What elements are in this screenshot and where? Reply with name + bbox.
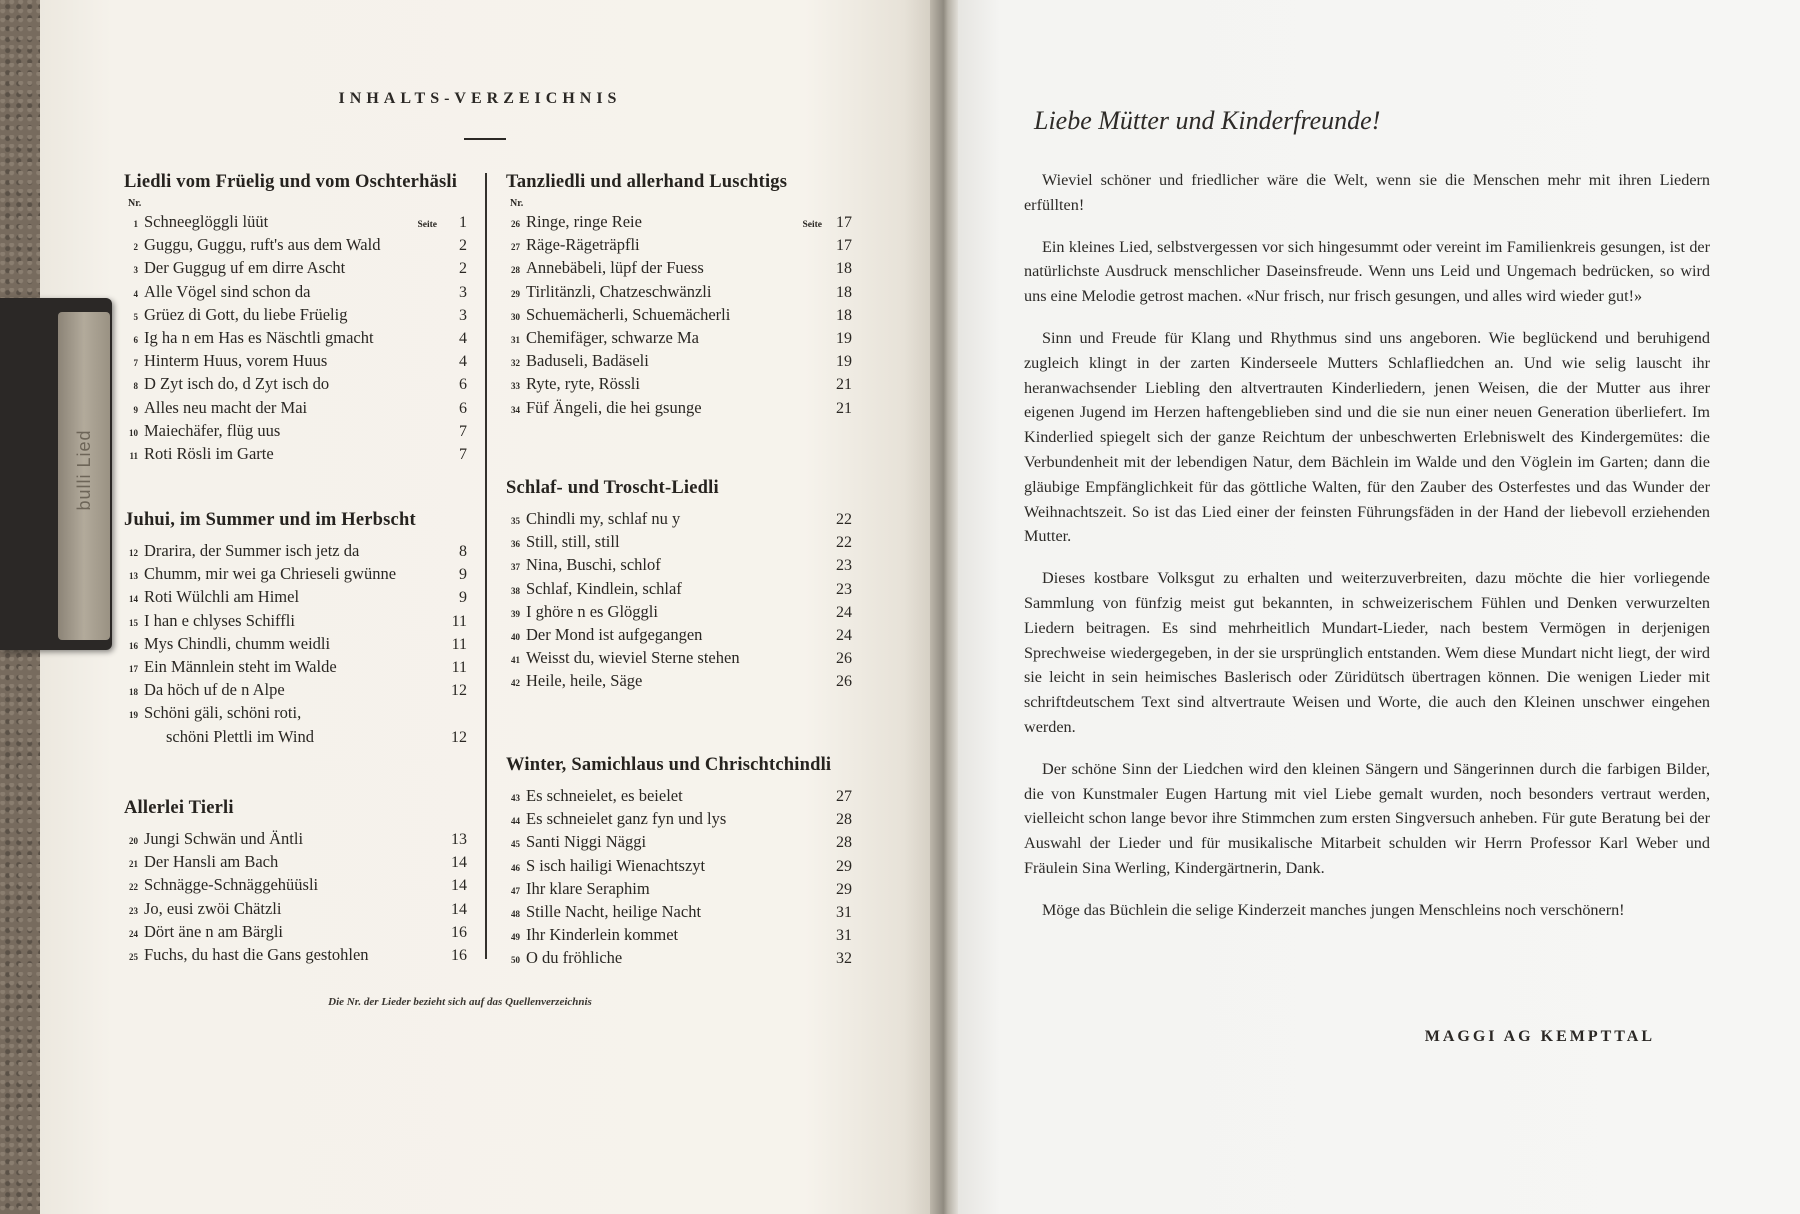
toc-entry[interactable] — [506, 555, 852, 578]
song-title: S isch hailigi Wienachtszyt — [526, 855, 706, 875]
toc-section-title: Juhui, im Summer und im Herbscht — [124, 510, 416, 530]
song-title: Ryte, ryte, Rössli — [526, 374, 640, 394]
page-number: 2 — [459, 260, 467, 278]
toc-section — [124, 510, 467, 750]
song-title: Schlaf, Kindlein, schlaf — [526, 578, 682, 598]
song-number: 44 — [511, 816, 520, 827]
toc-entry[interactable] — [506, 832, 852, 855]
page-number: 29 — [836, 857, 852, 875]
toc-entry[interactable] — [124, 541, 467, 564]
song-title: I han e chlyses Schiffli — [144, 610, 295, 630]
toc-entry[interactable] — [124, 611, 467, 634]
page-number: 3 — [459, 283, 467, 301]
song-title: Grüez di Gott, du liebe Früelig — [144, 304, 348, 324]
song-title: Alles neu macht der Mai — [144, 397, 308, 417]
page-number: 6 — [459, 376, 467, 394]
song-number: 35 — [511, 516, 520, 526]
song-number: 7 — [133, 358, 138, 369]
song-number: 11 — [129, 450, 138, 461]
song-number: 3 — [133, 265, 138, 276]
page-number: 9 — [459, 566, 467, 584]
toc-entry[interactable] — [124, 328, 467, 351]
song-title: Füf Ängeli, die hei gsunge — [526, 397, 702, 417]
toc-entry[interactable] — [124, 852, 467, 875]
song-number: 2 — [133, 242, 138, 253]
song-title: Ig ha n em Has es Näschtli gmacht — [144, 327, 374, 347]
page-number: 26 — [836, 673, 852, 691]
song-number: 47 — [511, 885, 520, 896]
page-number: 1 — [459, 214, 467, 231]
toc-entry[interactable] — [506, 212, 852, 235]
letter-greeting: Liebe Mütter und Kinderfreunde! — [1034, 106, 1381, 135]
song-title: Roti Wülchli am Himel — [144, 587, 300, 607]
toc-entry[interactable] — [506, 579, 852, 602]
letter-paragraph: Sinn und Freude für Klang und Rhythmus sind uns angeboren. Wie beglückend und beruhigend zugleich klingt in der zarten Kinderseele Mutters Schlafliedchen an. Und wie selig lauscht ihr heranwachsender Liebling den altvertrauten Kinderliedern, jenen Weisen, die der Mutter aus ihrer eigenen Jugend im Herzen haftengeblieben sind und die sie nun einer neuen Generation überliefert. Im Kinderlied spiegelt sich der ganze Reichtum der unbeschwerten Erlebniswelt des Kindergemütes: die Verbundenheit mit der lebendigen Natur, dem Bächlein im Walde und den Vöglein im Garten; dann die gläubige Empfänglichkeit für das göttliche Walten, für den Zauber des Osterfestes und das Wunder der Weihnachtszeit. So ist das Lied einer der feinsten Führungsfäden in der Hand der liebevoll erziehenden Mutter. — [1024, 328, 1710, 546]
page-number: 21 — [836, 376, 852, 394]
song-number: 1 — [133, 219, 138, 229]
toc-entry[interactable] — [506, 786, 852, 809]
song-number: 38 — [511, 585, 520, 596]
toc-entry[interactable] — [124, 703, 467, 726]
song-number: 48 — [511, 908, 520, 919]
page-number: 19 — [836, 329, 852, 347]
page-number: 7 — [459, 445, 467, 463]
page-number: 22 — [836, 534, 852, 552]
toc-section-title: Winter, Samichlaus und Chrischtchindli — [506, 755, 832, 775]
page-number: 17 — [836, 237, 852, 255]
song-title: Räge-Rägeträpfli — [526, 235, 640, 255]
song-title: Es schneielet ganz fyn und lys — [526, 809, 727, 829]
song-number: 30 — [511, 311, 520, 322]
song-title: Chemifäger, schwarze Ma — [526, 327, 699, 347]
toc-entry[interactable] — [124, 351, 467, 374]
song-number: 41 — [511, 655, 520, 666]
page-number: 18 — [836, 306, 852, 324]
song-title: Alle Vögel sind schon da — [144, 281, 311, 301]
toc-entry[interactable] — [124, 680, 467, 703]
song-title: Santi Niggi Näggi — [526, 832, 647, 852]
toc-entry[interactable] — [506, 925, 852, 948]
toc-section — [124, 172, 467, 467]
song-number: 13 — [129, 571, 138, 582]
song-number: 26 — [511, 219, 520, 229]
letter-signature: MAGGI AG KEMPTTAL — [1424, 1028, 1655, 1045]
page-number: 11 — [451, 635, 467, 653]
toc-entry[interactable] — [506, 328, 852, 351]
page-number: 24 — [836, 603, 852, 621]
toc-entry[interactable] — [124, 235, 467, 258]
page-number: 21 — [836, 399, 852, 417]
page-number: 18 — [836, 283, 852, 301]
toc-entry[interactable] — [506, 351, 852, 374]
toc-entry[interactable] — [506, 856, 852, 879]
page-number: 23 — [836, 557, 852, 575]
song-number: 28 — [511, 265, 520, 276]
toc-entry[interactable] — [124, 444, 467, 467]
page-number: 2 — [459, 237, 467, 255]
toc-section — [124, 798, 467, 968]
page-number: 11 — [451, 612, 467, 630]
toc-entry[interactable] — [506, 902, 852, 925]
toc-entry[interactable] — [506, 532, 852, 555]
letter-paragraph: Dieses kostbare Volksgut zu erhalten und weiterzuverbreiten, dazu möchte die hier vorliegende Sammlung von fünfzig meist gut bekannten, in schweizerischem Fühlen und Denken verwurzelten Liedern beitragen. Es sind mehrheitlich Mundart-Lieder, nach bestem Vermögen in derjenigen Sprechweise wiedergegeben, in der sie ursprünglich entstanden. Wem diese Mundart nicht liegt, der wird sie leicht in sein heimisches Baslerisch oder Züridütsch übertragen können. Die wenigen Lieder mit schriftdeutschem Text sind altvertraute Weisen und Worte, die auch den Kleinen unschwer eingehen werden. — [1024, 569, 1710, 736]
song-title: Nina, Buschi, schlof — [526, 555, 661, 575]
page-number: 31 — [836, 927, 852, 945]
song-number: 8 — [133, 381, 138, 392]
toc-entry[interactable] — [124, 374, 467, 397]
song-number: 19 — [129, 710, 138, 721]
song-title: Tirlitänzli, Chatzeschwänzli — [526, 281, 712, 301]
song-number: 18 — [129, 687, 138, 698]
song-number: 49 — [511, 932, 520, 943]
song-number: 20 — [129, 836, 138, 846]
seite-label: Seite — [802, 220, 822, 230]
toc-entry[interactable] — [124, 922, 467, 945]
song-number: 9 — [133, 404, 138, 415]
book-gutter — [930, 0, 960, 1214]
song-number: 40 — [511, 631, 520, 642]
song-title: Schnägge-Schnäggehüüsli — [144, 875, 319, 895]
song-number: 45 — [511, 839, 520, 850]
toc-entry[interactable] — [124, 258, 467, 281]
song-number: 17 — [129, 663, 138, 674]
toc-section-title: Schlaf- und Troscht-Liedli — [506, 478, 719, 498]
song-title: Guggu, Guggu, ruft's aus dem Wald — [144, 235, 381, 255]
song-number: 25 — [129, 951, 138, 962]
song-title: Roti Rösli im Garte — [144, 443, 274, 463]
toc-entry[interactable] — [506, 374, 852, 397]
page-number: 23 — [836, 580, 852, 598]
page-number: 3 — [459, 306, 467, 324]
song-number: 14 — [129, 594, 138, 605]
page-number: 16 — [451, 923, 467, 941]
song-number: 43 — [511, 793, 520, 803]
toc-entry[interactable] — [124, 829, 467, 852]
toc-entry[interactable] — [124, 282, 467, 305]
page-number: 27 — [836, 788, 852, 805]
letter-paragraph: Möge das Büchlein die selige Kinderzeit manches jungen Menschleins noch verschönern! — [1042, 900, 1625, 919]
page-number: 6 — [459, 399, 467, 417]
page-number: 11 — [451, 658, 467, 676]
page-number: 7 — [459, 422, 467, 440]
song-title: schöni Plettli im Wind — [166, 726, 314, 746]
song-number: 24 — [129, 928, 138, 939]
toc-entry[interactable] — [124, 875, 467, 898]
song-title: Ein Männlein steht im Walde — [144, 656, 337, 676]
song-title: Der Hansli am Bach — [144, 852, 279, 872]
page-number: 12 — [451, 682, 467, 700]
song-number: 34 — [511, 404, 520, 415]
song-title: Da höch uf de n Alpe — [144, 680, 285, 700]
song-title: Schöni gäli, schöni roti, — [144, 703, 302, 723]
song-title: Still, still, still — [526, 532, 620, 552]
song-number: 16 — [129, 640, 138, 651]
page-number: 22 — [836, 511, 852, 528]
toc-section — [506, 755, 852, 972]
song-number: 15 — [129, 617, 138, 628]
nr-column-header: Nr. — [128, 198, 142, 209]
toc-entry[interactable] — [124, 634, 467, 657]
song-number: 31 — [511, 334, 520, 345]
song-number: 27 — [511, 242, 520, 253]
toc-title: INHALTS-VERZEICHNIS — [338, 90, 622, 107]
seite-label: Seite — [417, 220, 437, 230]
bookmark-label: bulli Lied — [74, 429, 94, 511]
page-number: 16 — [451, 946, 467, 964]
song-number: 4 — [133, 288, 138, 299]
column-divider — [485, 173, 487, 959]
toc-entry[interactable] — [506, 305, 852, 328]
song-title: O du fröhliche — [526, 948, 623, 968]
toc-entry[interactable] — [124, 398, 467, 421]
song-title: I ghöre n es Glöggli — [526, 601, 658, 621]
toc-entry[interactable] — [506, 625, 852, 648]
song-title: Schuemächerli, Schuemächerli — [526, 304, 731, 324]
song-title: Annebäbeli, lüpf der Fuess — [526, 258, 704, 278]
song-title: Drarira, der Summer isch jetz da — [144, 541, 360, 560]
song-title: Schneeglöggli lüüt — [144, 212, 269, 231]
song-number: 37 — [511, 562, 520, 573]
song-number: 10 — [129, 427, 138, 438]
song-number: 29 — [511, 288, 520, 299]
page-number: 8 — [459, 543, 467, 560]
song-title: Es schneielet, es beielet — [526, 786, 683, 805]
page-number: 9 — [459, 589, 467, 607]
song-title: Mys Chindli, chumm weidli — [144, 633, 331, 653]
title-rule — [464, 138, 506, 140]
song-title: Ihr klare Seraphim — [526, 878, 650, 898]
toc-footnote: Die Nr. der Lieder bezieht sich auf das Quellenverzeichnis — [328, 996, 592, 1008]
song-number: 33 — [511, 381, 520, 392]
letter-paragraph: Ein kleines Lied, selbstvergessen vor sich hingesummt oder vereint im Familienkreis gesungen, ist der natürlichste Ausdruck menschlicher Daseinsfreude. Wenn uns Leid und Ungemach bedrücken, so wird uns eine Melodie getrost machen. «Nur frisch, nur frisch gesungen, und alles wird wieder gut!» — [1024, 237, 1710, 306]
song-number: 39 — [511, 608, 520, 619]
letter-paragraph: Der schöne Sinn der Liedchen wird den kleinen Sängern und Sängerinnen durch die farbigen Bilder, die von Kunstmaler Eugen Hartung mit viel Liebe gemalt wurden, noch besonders vertraut werden, vielleicht schon lange bevor ihre Stimmchen zum ersten Singversuch anheben. Für gute Beratung bei der Auswahl der Lieder und für musikalische Mitarbeit schulden wir Herrn Professor Karl Weber und Fräulein Sina Werling, Kindergärtnerin, Dank. — [1024, 759, 1710, 877]
page-number: 19 — [836, 353, 852, 371]
toc-entry[interactable] — [506, 602, 852, 625]
toc-entry[interactable] — [506, 398, 852, 421]
song-title: Jungi Schwän und Äntli — [144, 829, 304, 848]
page-number: 28 — [836, 811, 852, 829]
song-number: 12 — [129, 548, 138, 558]
toc-entry[interactable] — [124, 564, 467, 587]
song-number: 6 — [133, 334, 138, 345]
song-title: Ringe, ringe Reie — [526, 212, 642, 231]
page-number: 31 — [836, 903, 852, 921]
song-number: 50 — [511, 955, 520, 966]
song-title: Baduseli, Badäseli — [526, 351, 649, 371]
song-number: 21 — [129, 859, 138, 870]
song-title: Weisst du, wieviel Sterne stehen — [526, 648, 740, 668]
toc-entry[interactable] — [506, 235, 852, 258]
page-number: 14 — [451, 854, 467, 872]
toc-entry[interactable] — [506, 879, 852, 902]
song-number: 32 — [511, 358, 520, 369]
toc-entry[interactable] — [124, 212, 467, 235]
toc-entry[interactable] — [124, 945, 467, 968]
song-number: 46 — [511, 862, 520, 873]
song-title: D Zyt isch do, d Zyt isch do — [144, 374, 330, 394]
page-number: 24 — [836, 626, 852, 644]
song-title: Jo, eusi zwöi Chätzli — [144, 898, 282, 918]
page-number: 4 — [459, 353, 467, 371]
song-number: 42 — [511, 678, 520, 689]
song-title: Der Mond ist aufgegangen — [526, 624, 703, 644]
song-title: Heile, heile, Säge — [526, 671, 643, 691]
song-title: Ihr Kinderlein kommet — [526, 925, 679, 945]
song-number: 23 — [129, 905, 138, 916]
toc-entry[interactable] — [506, 648, 852, 671]
toc-entry[interactable] — [124, 899, 467, 922]
toc-entry[interactable] — [506, 509, 852, 532]
toc-section-title: Allerlei Tierli — [124, 798, 234, 818]
page-number: 18 — [836, 260, 852, 278]
toc-entry[interactable] — [124, 587, 467, 610]
nr-column-header: Nr. — [510, 198, 524, 209]
page-number: 17 — [836, 214, 852, 231]
page-number: 26 — [836, 650, 852, 668]
song-title: Stille Nacht, heilige Nacht — [526, 901, 702, 921]
song-title: Dört äne n am Bärgli — [144, 921, 283, 941]
song-title: Chumm, mir wei ga Chrieseli gwünne — [144, 564, 397, 584]
song-title: Hinterm Huus, vorem Huus — [144, 351, 328, 371]
page-number: 28 — [836, 834, 852, 852]
page-number: 29 — [836, 880, 852, 898]
toc-section — [506, 172, 852, 421]
page-number: 4 — [459, 329, 467, 347]
toc-entry[interactable] — [124, 305, 467, 328]
toc-entry[interactable] — [506, 671, 852, 694]
toc-section-title: Tanzliedli und allerhand Luschtigs — [506, 172, 788, 192]
toc-entry[interactable] — [124, 727, 467, 750]
toc-entry[interactable] — [506, 948, 852, 971]
page-number: 32 — [836, 950, 852, 968]
toc-entry[interactable] — [506, 258, 852, 281]
page-number: 14 — [451, 877, 467, 895]
page-number: 14 — [451, 900, 467, 918]
song-number: 36 — [511, 539, 520, 550]
page-number: 13 — [451, 831, 467, 848]
song-title: Der Guggug uf em dirre Ascht — [144, 258, 346, 278]
toc-entry[interactable] — [506, 809, 852, 832]
toc-section-title: Liedli vom Früelig und vom Oschterhäsli — [124, 172, 458, 192]
toc-section — [506, 478, 852, 695]
song-number: 22 — [129, 882, 138, 893]
toc-entry[interactable] — [124, 421, 467, 444]
letter-paragraph: Wieviel schöner und friedlicher wäre die Welt, wenn sie die Menschen mehr mit ihren Liedern erfüllten! — [1024, 171, 1710, 214]
song-title: Fuchs, du hast die Gans gestohlen — [144, 944, 369, 964]
toc-entry[interactable] — [506, 282, 852, 305]
song-number: 5 — [133, 311, 138, 322]
letter-body — [1024, 168, 1710, 940]
page-number: 12 — [451, 728, 467, 746]
song-title: Chindli my, schlaf nu y — [526, 509, 681, 528]
toc-entry[interactable] — [124, 657, 467, 680]
song-title: Maiechäfer, flüg uus — [144, 420, 281, 440]
